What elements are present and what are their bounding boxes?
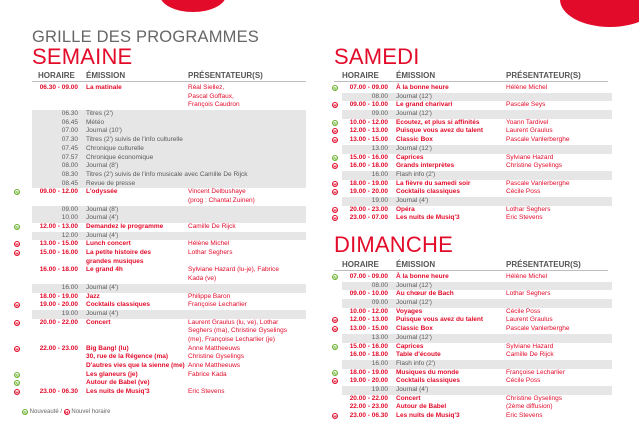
table-row — [330, 154, 612, 163]
row-show: Les nuits de Musiq'3 — [396, 214, 460, 222]
row-show: Cocktails classiques — [86, 301, 150, 309]
table-row — [32, 145, 306, 154]
table-row — [330, 403, 612, 412]
row-show: Journal (12') — [396, 110, 432, 118]
table-row — [12, 388, 306, 397]
hour-badge-icon: H — [333, 164, 337, 170]
table-row — [330, 127, 612, 136]
row-host: Pascale Seys — [506, 101, 546, 109]
row-show: Les glaneurs (je) — [86, 370, 138, 378]
row-show: Puisque vous avez du talent — [396, 127, 484, 135]
table-row — [32, 206, 306, 215]
row-show: Journal (10') — [86, 127, 122, 135]
row-time: 22.00 - 23.00 — [39, 344, 78, 352]
row-show: Météo — [86, 118, 105, 126]
row-show: Journal (12') — [396, 299, 432, 307]
legend-new-label: Nouveauté — [29, 409, 59, 415]
row-host: Kada (ve) — [188, 275, 217, 283]
table-row — [32, 214, 306, 223]
row-time: 18.00 - 19.00 — [349, 368, 388, 376]
table-row — [12, 249, 306, 258]
row-host: François Caudron — [188, 101, 240, 109]
row-host: Fabrice Kada — [188, 370, 227, 378]
table-row — [32, 162, 306, 171]
header-time: HORAIRE — [342, 260, 379, 269]
row-time: 16.00 - 18.00 — [349, 351, 388, 359]
header-time: HORAIRE — [342, 71, 379, 80]
row-show: Demandez le programme — [86, 223, 164, 230]
row-time: 10.00 - 12.00 — [349, 307, 388, 315]
table-row — [342, 110, 612, 119]
row-show: Flash info (2') — [396, 170, 436, 178]
row-show: Cocktails classiques — [396, 188, 460, 196]
hour-badge-icon: H — [333, 190, 337, 196]
row-show: Concert — [396, 394, 421, 402]
row-time: 12.00 - 13.00 — [349, 127, 388, 135]
table-row — [12, 319, 306, 328]
new-badge-icon: N — [15, 372, 19, 378]
hour-badge-icon: H — [333, 181, 337, 187]
table-row — [342, 93, 612, 102]
row-time: 19.00 — [371, 196, 388, 204]
table-row — [12, 336, 306, 345]
hour-badge-icon: H — [15, 320, 19, 326]
row-show: Classic Box — [396, 325, 433, 333]
sunday-title: DIMANCHE — [334, 232, 453, 257]
row-show: À la bonne heure — [396, 84, 449, 91]
row-time: 23.00 - 07.00 — [349, 214, 388, 222]
hour-badge-icon: H — [333, 207, 337, 213]
row-time: 22.00 - 23.00 — [349, 403, 388, 411]
table-row — [330, 290, 612, 299]
top-right-blob — [560, 0, 639, 27]
table-row — [12, 223, 306, 232]
row-host: Françoise Lecharlier — [506, 368, 565, 376]
row-show: 30, rue de la Régence (ma) — [86, 353, 169, 361]
row-host: Eric Stevens — [188, 388, 225, 396]
row-show: Journal (4') — [396, 196, 429, 204]
row-time: 06.30 - 09.00 — [39, 84, 78, 91]
row-show: Journal (4') — [86, 214, 119, 222]
row-host: Anne Mattheeuws — [188, 362, 241, 369]
hour-badge-icon: H — [333, 318, 337, 324]
weekday-header — [32, 71, 306, 82]
row-time: 16.00 — [371, 170, 388, 178]
row-host: Cécile Poss — [506, 307, 541, 315]
table-row — [32, 136, 306, 145]
row-time: 13.00 - 15.00 — [349, 136, 388, 144]
weekday-table — [12, 84, 306, 397]
table-row — [330, 308, 612, 317]
row-host: Christine Gyselings — [506, 162, 562, 170]
row-time: 19.00 - 20.00 — [349, 188, 388, 196]
row-show: Titres (2') suivis de l'info culturelle — [86, 136, 183, 144]
saturday-title: SAMEDI — [334, 44, 420, 69]
row-show: Autour de Babel (ve) — [86, 379, 150, 387]
row-host: Hélène Michel — [506, 84, 548, 91]
table-row — [330, 162, 612, 171]
table-row — [342, 145, 612, 154]
row-time: 09.00 — [371, 299, 388, 307]
row-time: 12.00 - 13.00 — [349, 316, 388, 324]
row-time: 19.00 — [61, 309, 78, 317]
table-row — [32, 284, 306, 293]
sunday-table — [330, 273, 612, 421]
row-show: Journal (12') — [396, 92, 432, 100]
row-host: Pascale Vanlerberghe — [506, 325, 570, 333]
weekday-title: SEMAINE — [32, 44, 133, 69]
row-time: 08.45 — [61, 179, 78, 187]
table-row — [32, 310, 306, 319]
row-time: 13.00 - 15.00 — [349, 325, 388, 333]
table-row — [12, 93, 306, 102]
table-row — [330, 316, 612, 325]
row-time: 16.00 — [371, 359, 388, 367]
table-row — [330, 369, 612, 378]
header-show: ÉMISSION — [86, 71, 126, 80]
hour-badge-icon: H — [15, 251, 19, 257]
hour-badge-icon: H — [15, 346, 19, 352]
table-row — [12, 266, 306, 275]
row-show: Ecoutez, et plus si affinités — [396, 118, 480, 126]
row-show: D'autres vies que la sienne (me) — [86, 362, 185, 369]
row-time: 08.00 — [371, 281, 388, 289]
row-show: Big Bang! (lu) — [86, 344, 129, 352]
row-time: 13.00 - 15.00 — [39, 240, 78, 248]
table-row — [32, 171, 306, 180]
row-show: Revue de presse — [86, 179, 136, 187]
hour-badge-icon: H — [333, 103, 337, 109]
row-show: Le grand 4h — [86, 266, 123, 274]
row-host: Sylviane Hazard — [506, 153, 554, 161]
header-host: PRÉSENTATEUR(S) — [188, 71, 263, 80]
row-show: Journal (8') — [86, 162, 119, 170]
sunday-header — [334, 260, 608, 271]
new-badge-icon: N — [333, 370, 337, 376]
row-show: Journal (4') — [396, 385, 429, 393]
hour-badge-icon: H — [333, 138, 337, 144]
legend — [22, 408, 110, 415]
row-time: 18.00 - 19.00 — [39, 292, 78, 300]
row-show: Lunch concert — [86, 240, 131, 248]
table-row — [330, 395, 612, 404]
table-row — [330, 377, 612, 386]
table-row — [32, 232, 306, 241]
row-show: L'odyssée — [86, 188, 118, 196]
new-badge-icon: N — [15, 225, 19, 230]
row-show: Les nuits de Musiq'3 — [86, 388, 150, 396]
row-host: Laurent Graulus (lu, ve), Lothar — [188, 318, 279, 326]
row-host: (me), Françoise Lecharlier (je) — [188, 335, 276, 343]
table-row — [330, 136, 612, 145]
hour-badge-icon: H — [333, 327, 337, 333]
table-row — [342, 197, 612, 206]
row-host: Yoann Tardivel — [506, 118, 549, 126]
top-left-blob — [160, 0, 226, 12]
row-host: Lothar Seghers — [506, 290, 551, 298]
row-time: 15.00 - 16.00 — [349, 342, 388, 350]
row-host: Laurent Graulus — [506, 316, 553, 324]
row-host: Seghers (ma), Christine Gyselings — [188, 327, 287, 335]
table-row — [330, 412, 612, 421]
row-host: Cécile Poss — [506, 377, 541, 385]
row-host: Sylviane Hazard (lu-je), Fabrice — [188, 266, 280, 274]
table-row — [330, 214, 612, 223]
row-show: Grands interprètes — [396, 162, 455, 170]
row-time: 15.00 - 16.00 — [39, 249, 78, 257]
row-time: 06.30 — [61, 110, 78, 118]
row-time: 16.00 - 18.00 — [39, 266, 78, 274]
row-show: La petite histoire des — [86, 249, 152, 257]
table-row — [12, 327, 306, 336]
table-row — [330, 343, 612, 352]
row-show: Caprices — [396, 342, 424, 350]
row-time: 10.00 - 12.00 — [349, 118, 388, 126]
table-row — [330, 351, 612, 360]
row-show: Les nuits de Musiq'3 — [396, 412, 460, 419]
row-host: Lothar Seghers — [506, 205, 551, 213]
table-row — [330, 325, 612, 334]
table-row — [12, 371, 306, 380]
row-host: Camille De Rijck — [188, 223, 236, 230]
saturday-table — [330, 84, 612, 223]
row-host: Eric Stevens — [506, 214, 543, 222]
table-row — [330, 273, 612, 282]
row-show: Table d'écoute — [396, 351, 441, 359]
row-show: Au chœur de Bach — [396, 290, 454, 298]
table-row — [342, 360, 612, 369]
row-show: La matinale — [86, 84, 122, 91]
table-row — [12, 293, 306, 302]
row-host: Hélène Michel — [506, 273, 548, 280]
row-show: À la bonne heure — [396, 273, 449, 280]
row-time: 19.00 — [371, 385, 388, 393]
table-row — [12, 301, 306, 310]
row-show: Autour de Babel — [396, 403, 447, 411]
row-show: Journal (12') — [396, 144, 432, 152]
table-row — [330, 206, 612, 215]
table-row — [330, 119, 612, 128]
table-row — [12, 379, 306, 388]
table-row — [12, 345, 306, 354]
new-badge-icon: N — [23, 410, 27, 415]
row-show: grandes musiques — [86, 257, 144, 265]
row-time: 07.30 — [61, 136, 78, 144]
row-time: 09.00 — [371, 110, 388, 118]
row-show: Titres (2') suivis de l'info musicale avec Camille De Rijck — [86, 170, 248, 178]
table-row — [12, 84, 306, 93]
table-row — [330, 101, 612, 110]
row-show: Chronique économique — [86, 153, 154, 161]
row-time: 07.00 - 09.00 — [349, 84, 388, 91]
row-host: Pascal Goffaux, — [188, 92, 234, 100]
row-time: 13.00 — [371, 144, 388, 152]
row-host: Laurent Graulus — [506, 127, 553, 135]
row-host: Camille De Rijck — [506, 351, 554, 359]
row-time: 09.00 - 12.00 — [39, 188, 78, 196]
table-row — [342, 334, 612, 343]
table-row — [12, 188, 306, 197]
row-time: 10.00 — [61, 214, 78, 222]
new-badge-icon: N — [333, 120, 337, 126]
row-time: 09.00 - 10.00 — [349, 101, 388, 109]
row-host: (2ème diffusion) — [506, 403, 553, 411]
table-row — [342, 386, 612, 395]
new-badge-icon: N — [333, 344, 337, 350]
row-show: Caprices — [396, 153, 424, 161]
row-time: 12.00 - 13.00 — [39, 223, 78, 230]
row-time: 08.30 — [61, 170, 78, 178]
new-badge-icon: N — [333, 86, 337, 91]
new-badge-icon: N — [15, 381, 19, 387]
row-time: 18.00 - 19.00 — [349, 179, 388, 187]
table-row — [330, 188, 612, 197]
row-time: 16.00 — [61, 283, 78, 291]
row-host: Anne Mattheeuws — [188, 344, 241, 352]
row-show: Journal (4') — [86, 283, 119, 291]
row-show: Titres (2') — [86, 110, 113, 118]
row-time: 19.00 - 20.00 — [39, 301, 78, 309]
row-host: Cécile Poss — [506, 188, 541, 196]
row-show: Cocktails classiques — [396, 377, 460, 385]
row-show: Musiques du monde — [396, 368, 459, 376]
legend-sep: / — [60, 409, 63, 415]
table-row — [330, 180, 612, 189]
new-badge-icon: N — [333, 275, 337, 280]
header-time: HORAIRE — [38, 71, 75, 80]
hour-badge-icon: H — [333, 414, 337, 419]
row-show: Classic Box — [396, 136, 433, 144]
row-show: Concert — [86, 318, 111, 326]
row-time: 23.00 - 06.30 — [349, 412, 388, 419]
row-time: 09.00 — [61, 205, 78, 213]
row-host: Philippe Baron — [188, 292, 231, 300]
new-badge-icon: N — [333, 155, 337, 161]
row-host: Sylviane Hazard — [506, 342, 554, 350]
row-time: 06.45 — [61, 118, 78, 126]
saturday-header — [334, 71, 608, 82]
row-time: 09.00 - 10.00 — [349, 290, 388, 298]
row-show: Opéra — [396, 205, 415, 213]
row-host: Lothar Seghers — [188, 249, 233, 257]
table-row — [12, 362, 306, 371]
row-host: Françoise Lecharlier — [188, 301, 247, 309]
table-row — [12, 258, 306, 267]
row-show: Flash info (2') — [396, 359, 436, 367]
hour-badge-icon: H — [15, 390, 19, 396]
legend-hour-label: Nouvel horaire — [71, 409, 111, 415]
row-host: Christine Gyselings — [506, 394, 562, 402]
table-row — [12, 240, 306, 249]
table-row — [32, 127, 306, 136]
table-row — [12, 275, 306, 284]
row-time: 13.00 — [371, 333, 388, 341]
hour-badge-icon: H — [333, 379, 337, 385]
row-time: 07.57 — [61, 153, 78, 161]
row-host: Christine Gyselings — [188, 353, 244, 361]
row-time: 07.00 - 09.00 — [349, 273, 388, 280]
table-row — [32, 180, 306, 189]
row-host: Hélène Michel — [188, 240, 230, 248]
row-time: 23.00 - 06.30 — [39, 388, 78, 396]
row-show: Puisque vous avez du talent — [396, 316, 484, 324]
row-time: 07.45 — [61, 144, 78, 152]
row-host: Vincent Delbushaye — [188, 188, 246, 196]
table-row — [330, 84, 612, 93]
row-time: 19.00 - 20.00 — [349, 377, 388, 385]
row-show: Journal (12') — [396, 333, 432, 341]
row-time: 08.00 — [61, 162, 78, 170]
table-row — [12, 197, 306, 206]
table-row — [32, 110, 306, 119]
table-row — [32, 154, 306, 163]
hour-badge-icon: H — [15, 242, 19, 248]
hour-badge-icon: H — [333, 129, 337, 135]
table-row — [342, 171, 612, 180]
new-badge-icon: N — [15, 190, 19, 196]
row-show: Le grand charivari — [396, 101, 453, 109]
row-time: 20.00 - 22.00 — [39, 318, 78, 326]
row-host: (prog : Chantal Zuinen) — [188, 196, 255, 204]
table-row — [342, 299, 612, 308]
header-show: ÉMISSION — [396, 71, 436, 80]
table-row — [12, 353, 306, 362]
header-show: ÉMISSION — [396, 260, 436, 269]
row-time: 12.00 — [61, 231, 78, 239]
table-row — [342, 282, 612, 291]
hour-badge-icon: H — [65, 410, 69, 415]
hour-badge-icon: H — [333, 216, 337, 222]
table-row — [32, 119, 306, 128]
row-show: La fièvre du samedi soir — [396, 179, 471, 187]
row-host: Pascale Vanlerberghe — [506, 179, 570, 187]
table-row — [12, 101, 306, 110]
row-time: 20.00 - 22.00 — [349, 394, 388, 402]
hour-badge-icon: H — [15, 303, 19, 309]
row-show: Journal (4') — [86, 231, 119, 239]
header-host: PRÉSENTATEUR(S) — [506, 71, 581, 80]
row-show: Journal (12') — [396, 281, 432, 289]
header-host: PRÉSENTATEUR(S) — [506, 260, 581, 269]
row-time: 15.00 - 16.00 — [349, 153, 388, 161]
row-time: 08.00 — [371, 92, 388, 100]
row-time: 20.00 - 23.00 — [349, 205, 388, 213]
row-host: Pascale Vanlerberghe — [506, 136, 570, 144]
row-show: Journal (8') — [86, 205, 119, 213]
row-host: Réal Siellez, — [188, 84, 225, 91]
row-time: 16.00 - 18.00 — [349, 162, 388, 170]
row-show: Jazz — [86, 292, 100, 300]
row-show: Chronique culturelle — [86, 144, 144, 152]
page-title: GRILLE DES PROGRAMMES — [32, 28, 259, 46]
row-host: Eric Stevens — [506, 412, 543, 419]
row-show: Voyages — [396, 307, 423, 315]
row-time: 07.00 — [61, 127, 78, 135]
row-show: Journal (4') — [86, 309, 119, 317]
